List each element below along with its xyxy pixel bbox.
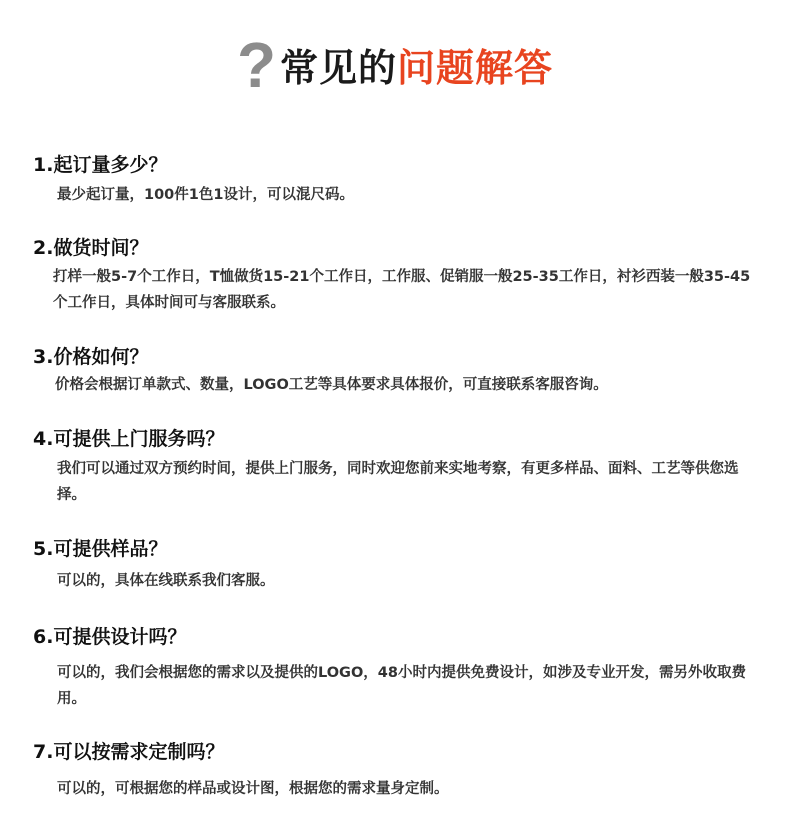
- page-title-prefix: 常见的: [280, 45, 398, 90]
- faq-answer: 打样一般5-7个工作日，T恤做货15-21个工作日，工作服、促销服一般25-35工作日，衬衫西装一般35-45个工作日，具体时间可与客服联系。: [53, 269, 751, 311]
- faq-question: 4.可提供上门服务吗？: [33, 428, 225, 450]
- faq-answer: 可以的，可根据您的样品或设计图，根据您的需求量身定制。: [57, 781, 449, 797]
- question-mark-icon: ?: [236, 29, 277, 101]
- faq-question: 2.做货时间？: [33, 237, 149, 259]
- faq-answer: 可以的，我们会根据您的需求以及提供的LOGO，48小时内提供免费设计，如涉及专业开发，需另外收取费用。: [57, 665, 746, 707]
- faq-question: 1.起订量多少？: [33, 154, 168, 176]
- faq-answer: 我们可以通过双方预约时间，提供上门服务，同时欢迎您前来实地考察，有更多样品、面料、工艺等供您选择。: [57, 461, 739, 503]
- page-title-highlight: 问题解答: [397, 45, 554, 90]
- page-header: [0, 24, 790, 104]
- faq-question: 7.可以按需求定制吗？: [33, 741, 225, 763]
- faq-answer: 可以的，具体在线联系我们客服。: [57, 573, 275, 589]
- faq-question: 3.价格如何？: [33, 346, 149, 368]
- faq-question: 6.可提供设计吗？: [33, 626, 187, 648]
- faq-question: 5.可提供样品？: [33, 538, 168, 560]
- faq-answer: 最少起订量，100件1色1设计，可以混尺码。: [57, 187, 354, 203]
- faq-answer: 价格会根据订单款式、数量，LOGO工艺等具体要求具体报价，可直接联系客服咨询。: [55, 377, 608, 393]
